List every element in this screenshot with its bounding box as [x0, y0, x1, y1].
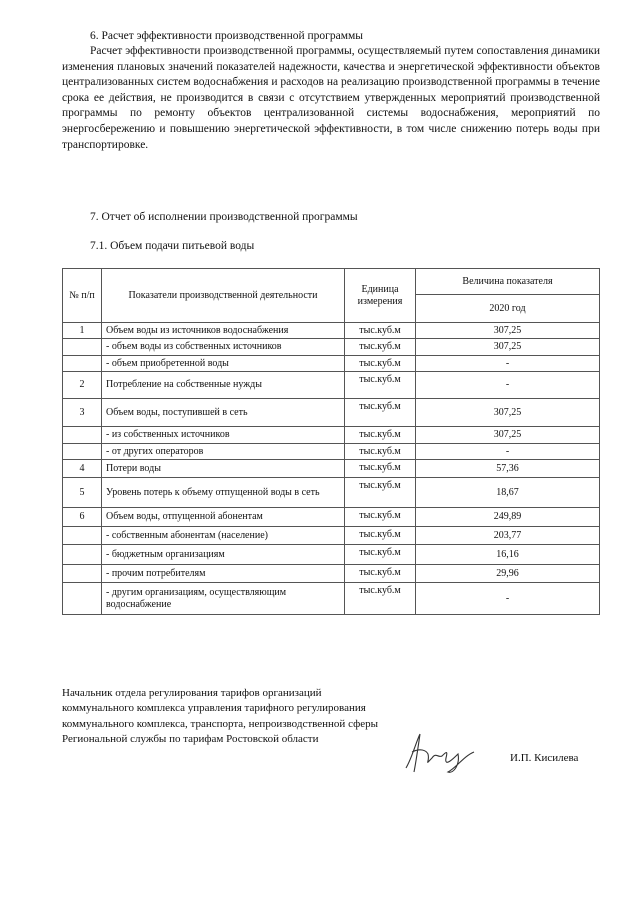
header-unit: Единица измерения [345, 269, 416, 323]
table-row [63, 399, 600, 427]
row-num [63, 356, 102, 372]
row-value: - [416, 444, 600, 460]
section-7-1-title: 7.1. Объем подачи питьевой воды [90, 240, 255, 252]
row-num: 1 [63, 323, 102, 339]
row-unit: тыс.куб.м [345, 339, 416, 356]
row-indicator: - объем приобретенной воды [102, 356, 345, 372]
row-unit: тыс.куб.м [345, 372, 416, 399]
row-value: - [416, 356, 600, 372]
row-num [63, 339, 102, 356]
row-num: 2 [63, 372, 102, 399]
row-indicator: - от других операторов [102, 444, 345, 460]
row-unit: тыс.куб.м [345, 460, 416, 478]
row-unit: тыс.куб.м [345, 478, 416, 508]
section-7-title: 7. Отчет об исполнении производственной программы [90, 211, 358, 223]
row-indicator: - собственным абонентам (население) [102, 527, 345, 545]
row-value: - [416, 372, 600, 399]
row-indicator: Потери воды [102, 460, 345, 478]
row-value: 203,77 [416, 527, 600, 545]
table-row [63, 372, 600, 399]
row-indicator: Потребление на собственные нужды [102, 372, 345, 399]
table-row [63, 444, 600, 460]
row-unit: тыс.куб.м [345, 427, 416, 444]
row-num: 3 [63, 399, 102, 427]
row-unit: тыс.куб.м [345, 583, 416, 615]
section-6-text: Расчет эффективности производственной программы, осуществляемый путем сопоставления динамики изменения плановых значений показателей надежности, качества и энергетической эффективности объектов централизованных систем водоснабжения и расходов на реализацию производственной программы в течение срока ее действия, не производится в связи с отсутствием утвержденных мероприятий производственной программы по ремонту объектов централизованной системы водоснабжения, мероприятий по энергосбережению и повышению энергетической эффективности, в том числе снижению потерь воды при транспортировке. [62, 45, 600, 151]
table-row [63, 583, 600, 615]
row-value: 29,96 [416, 565, 600, 583]
row-num [63, 444, 102, 460]
header-num: № п/п [63, 269, 102, 323]
row-num [63, 545, 102, 565]
section-6-title: 6. Расчет эффективности производственной программы [90, 30, 364, 42]
row-unit: тыс.куб.м [345, 399, 416, 427]
table-row [63, 427, 600, 444]
row-unit: тыс.куб.м [345, 508, 416, 527]
row-value: 249,89 [416, 508, 600, 527]
row-num [63, 565, 102, 583]
row-value: 16,16 [416, 545, 600, 565]
row-value: 307,25 [416, 339, 600, 356]
row-value: 18,67 [416, 478, 600, 508]
row-value: - [416, 583, 600, 615]
row-indicator: - объем воды из собственных источников [102, 339, 345, 356]
row-unit: тыс.куб.м [345, 527, 416, 545]
row-num [63, 527, 102, 545]
row-num [63, 583, 102, 615]
table-row [63, 356, 600, 372]
row-unit: тыс.куб.м [345, 545, 416, 565]
row-unit: тыс.куб.м [345, 356, 416, 372]
table-row [63, 565, 600, 583]
row-num: 6 [63, 508, 102, 527]
table-row [63, 478, 600, 508]
row-indicator: Уровень потерь к объему отпущенной воды в сеть [102, 478, 345, 508]
table-row [63, 545, 600, 565]
table-row [63, 460, 600, 478]
row-num [63, 427, 102, 444]
handwritten-signature [398, 728, 478, 778]
header-value: Величина показателя [416, 269, 600, 295]
signatory-position: Начальник отдела регулирования тарифов организаций коммунального комплекса управления тарифного регулирования коммунального комплекса, транспорта, непроизводственной сферы Региональной службы по тарифам Ростовской области [62, 687, 378, 745]
row-unit: тыс.куб.м [345, 444, 416, 460]
row-value: 307,25 [416, 427, 600, 444]
header-year: 2020 год [416, 295, 600, 323]
water-supply-table [62, 268, 600, 615]
table-row [63, 508, 600, 527]
row-indicator: - прочим потребителям [102, 565, 345, 583]
signatory-name: И.П. Кисилева [510, 752, 579, 764]
row-num: 4 [63, 460, 102, 478]
table-row [63, 339, 600, 356]
row-value: 307,25 [416, 323, 600, 339]
row-unit: тыс.куб.м [345, 323, 416, 339]
table-row [63, 323, 600, 339]
row-unit: тыс.куб.м [345, 565, 416, 583]
row-indicator: Объем воды, поступившей в сеть [102, 399, 345, 427]
row-indicator: Объем воды из источников водоснабжения [102, 323, 345, 339]
table-row [63, 527, 600, 545]
row-indicator: - другим организациям, осуществляющим водоснабжение [102, 583, 345, 615]
header-indicator: Показатели производственной деятельности [102, 269, 345, 323]
row-value: 307,25 [416, 399, 600, 427]
row-indicator: Объем воды, отпущенной абонентам [102, 508, 345, 527]
row-num: 5 [63, 478, 102, 508]
row-indicator: - бюджетным организациям [102, 545, 345, 565]
row-indicator: - из собственных источников [102, 427, 345, 444]
row-value: 57,36 [416, 460, 600, 478]
